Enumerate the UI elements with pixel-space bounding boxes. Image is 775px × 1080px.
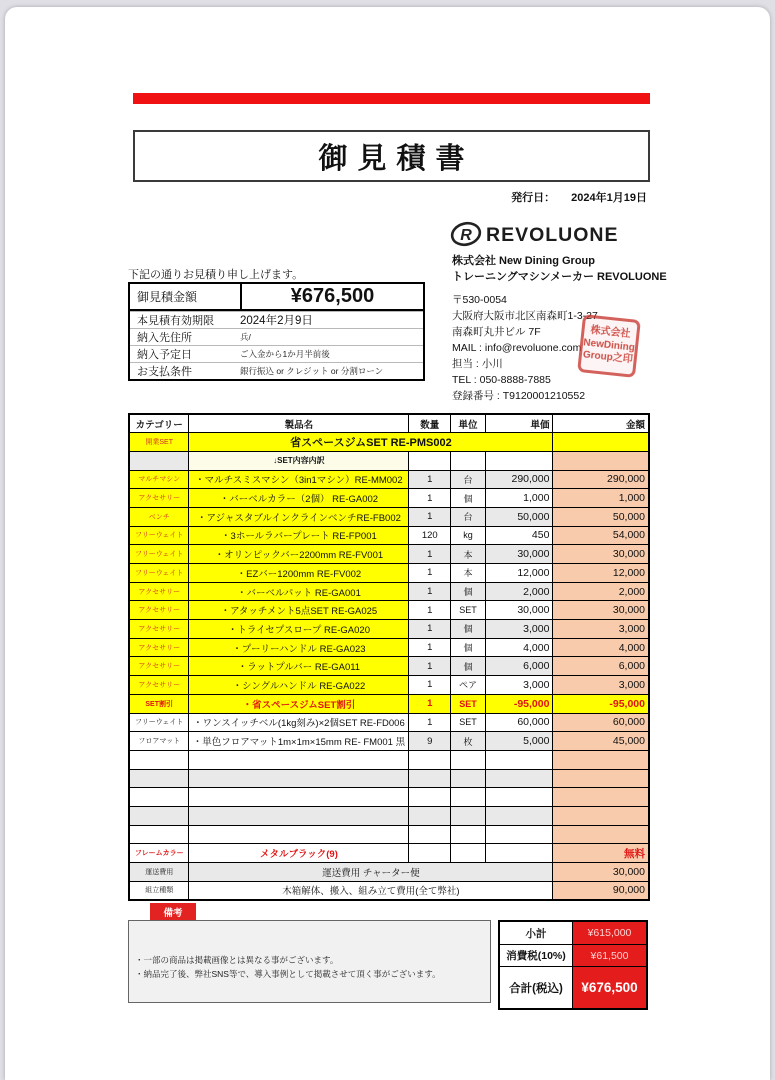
totals-table	[498, 920, 648, 1010]
item-category-cell: マルチマシン	[129, 470, 189, 489]
empty-cell	[189, 825, 409, 844]
item-name-cell: ・3ホールラバープレート RE-FP001	[189, 526, 409, 545]
item-unit-cell: 台	[451, 470, 486, 489]
item-amount-cell: 45,000	[553, 732, 649, 751]
item-unit-price-cell: 60,000	[485, 713, 553, 732]
item-amount-cell: 4,000	[553, 638, 649, 657]
item-name-cell: ・マルチスミスマシン（3in1マシン）RE-MM002	[189, 470, 409, 489]
breakdown-row	[129, 451, 649, 470]
issue-date-line	[511, 189, 647, 205]
item-unit-price-cell: 290,000	[485, 470, 553, 489]
empty-row	[129, 788, 649, 807]
item-qty-cell: 1	[409, 657, 451, 676]
top-red-bar	[133, 93, 650, 104]
item-unit-cell: ペア	[451, 676, 486, 695]
empty-cell	[451, 788, 486, 807]
empty-cell	[451, 769, 486, 788]
revoluone-logo	[450, 219, 648, 254]
greeting-text: 下記の通りお見積り申し上げます。	[128, 269, 304, 281]
empty-cell	[451, 806, 486, 825]
item-unit-price-cell: 3,000	[485, 620, 553, 639]
summary-row	[130, 284, 423, 311]
item-category-cell: アクセサリー	[129, 657, 189, 676]
item-name-cell: ・ワンスイッチベル(1kg刻み)×2個SET RE-FD006	[189, 713, 409, 732]
notes-box	[128, 920, 491, 1003]
item-name-cell: ・アタッチメント5点SET RE-GA025	[189, 601, 409, 620]
extra-amount-cell: 90,000	[553, 881, 649, 900]
item-unit-price-cell: 5,000	[485, 732, 553, 751]
item-row	[129, 713, 649, 732]
frame-color-empty-cell	[451, 844, 486, 863]
header-product-name: 製品名	[189, 414, 409, 433]
item-name-cell: ・ラットプルバー RE-GA011	[189, 657, 409, 676]
empty-cell	[485, 825, 553, 844]
item-category-cell: ベンチ	[129, 507, 189, 526]
item-unit-price-cell: 4,000	[485, 638, 553, 657]
breakdown-amount-cell	[553, 451, 649, 470]
totals-value: ¥615,000	[572, 922, 646, 944]
item-category-cell: SET割引	[129, 694, 189, 713]
empty-cell	[485, 788, 553, 807]
item-name-cell: ・EZバー1200mm RE-FV002	[189, 564, 409, 583]
item-unit-price-cell: 3,000	[485, 676, 553, 695]
item-unit-price-cell: 30,000	[485, 601, 553, 620]
item-unit-cell: 個	[451, 489, 486, 508]
item-unit-cell: 台	[451, 507, 486, 526]
header-unit: 単位	[451, 414, 486, 433]
frame-color-empty-cell	[409, 844, 451, 863]
breakdown-qty-cell	[409, 451, 451, 470]
item-unit-cell: SET	[451, 694, 486, 713]
logo-wordmark: REVOLUONE	[486, 224, 619, 246]
item-unit-price-cell: 450	[485, 526, 553, 545]
item-unit-cell: 個	[451, 657, 486, 676]
supplier-mail: MAIL : info@revoluone.com	[452, 342, 582, 354]
stamp-line: NewDining	[582, 337, 636, 354]
empty-cell	[129, 825, 189, 844]
item-qty-cell: 1	[409, 620, 451, 639]
frame-color-amount-cell: 無料	[553, 844, 649, 863]
item-row	[129, 489, 649, 508]
item-row	[129, 582, 649, 601]
empty-cell	[129, 769, 189, 788]
item-name-cell: ・シングルハンドル RE-GA022	[189, 676, 409, 695]
item-row	[129, 601, 649, 620]
empty-cell	[409, 750, 451, 769]
item-name-cell: ・プーリーハンドル RE-GA023	[189, 638, 409, 657]
item-amount-cell: -95,000	[553, 694, 649, 713]
item-unit-price-cell: 30,000	[485, 545, 553, 564]
item-category-cell: フリーウェイト	[129, 545, 189, 564]
breakdown-unit-cell	[451, 451, 486, 470]
summary-value: 兵/	[240, 332, 251, 342]
items-header-row	[129, 414, 649, 433]
item-row	[129, 507, 649, 526]
note-line: ・納品完了後、弊社SNS等で、導入事例として掲載させて頂く事がございます。	[135, 968, 441, 979]
supplier-address1: 大阪府大阪市北区南森町1-3-27	[452, 310, 598, 322]
stamp-line: Group之印	[582, 349, 634, 366]
empty-row	[129, 806, 649, 825]
item-unit-price-cell: 50,000	[485, 507, 553, 526]
empty-amount-cell	[553, 825, 649, 844]
item-row	[129, 732, 649, 751]
item-row	[129, 694, 649, 713]
item-category-cell: フリーウェイト	[129, 713, 189, 732]
item-amount-cell: 1,000	[553, 489, 649, 508]
grand-total-row	[500, 966, 646, 1008]
header-unit-price: 単価	[485, 414, 553, 433]
item-row	[129, 470, 649, 489]
empty-cell	[409, 788, 451, 807]
item-unit-price-cell: 1,000	[485, 489, 553, 508]
supplier-company: 株式会社 New Dining Group	[452, 255, 595, 267]
item-qty-cell: 1	[409, 713, 451, 732]
shipping-row	[129, 863, 649, 882]
item-unit-cell: 個	[451, 620, 486, 639]
header-amount: 金額	[553, 414, 649, 433]
item-category-cell: アクセサリー	[129, 620, 189, 639]
summary-label: 本見積有効期限	[137, 315, 214, 327]
totals-label: 消費税(10%)	[500, 945, 572, 966]
summary-row	[130, 362, 423, 379]
item-unit-cell: kg	[451, 526, 486, 545]
empty-cell	[485, 750, 553, 769]
item-unit-price-cell: -95,000	[485, 694, 553, 713]
issue-date-value: 2024年1月19日	[571, 192, 647, 204]
item-unit-price-cell: 2,000	[485, 582, 553, 601]
page-title: 御見積書	[318, 142, 475, 175]
empty-cell	[189, 769, 409, 788]
item-qty-cell: 1	[409, 694, 451, 713]
summary-label: 納入先住所	[137, 332, 192, 344]
totals-label: 小計	[500, 922, 572, 944]
item-unit-cell: 個	[451, 582, 486, 601]
item-category-cell: アクセサリー	[129, 601, 189, 620]
summary-value: ご入金から1か月半前後	[240, 349, 330, 359]
item-unit-cell: 本	[451, 564, 486, 583]
breakdown-price-cell	[485, 451, 553, 470]
item-qty-cell: 1	[409, 489, 451, 508]
item-amount-cell: 2,000	[553, 582, 649, 601]
item-qty-cell: 1	[409, 638, 451, 657]
logo-graphic	[450, 219, 648, 249]
totals-row	[500, 944, 646, 966]
summary-row	[130, 328, 423, 345]
summary-row	[130, 311, 423, 328]
item-name-cell: ・バーベルカラー（2個） RE-GA002	[189, 489, 409, 508]
set-name-cell: 省スペースジムSET RE-PMS002	[189, 433, 553, 452]
item-row	[129, 564, 649, 583]
item-qty-cell: 9	[409, 732, 451, 751]
item-qty-cell: 120	[409, 526, 451, 545]
item-name-cell: ・バーベルパット RE-GA001	[189, 582, 409, 601]
breakdown-category-cell	[129, 451, 189, 470]
note-line: ・一部の商品は掲載画像とは異なる事がございます。	[135, 955, 339, 965]
frame-color-row	[129, 844, 649, 863]
empty-row	[129, 769, 649, 788]
item-row	[129, 638, 649, 657]
empty-amount-cell	[553, 750, 649, 769]
item-amount-cell: 290,000	[553, 470, 649, 489]
empty-cell	[409, 806, 451, 825]
item-category-cell: アクセサリー	[129, 489, 189, 508]
empty-cell	[129, 750, 189, 769]
item-amount-cell: 50,000	[553, 507, 649, 526]
item-qty-cell: 1	[409, 582, 451, 601]
extra-description-cell: 木箱解体、搬入、組み立て費用(全て弊社)	[189, 881, 553, 900]
item-unit-cell: 本	[451, 545, 486, 564]
item-name-cell: ・省スペースジムSET割引	[189, 694, 409, 713]
header-category: カテゴリー	[129, 414, 189, 433]
empty-cell	[129, 806, 189, 825]
totals-row	[500, 922, 646, 944]
empty-cell	[485, 806, 553, 825]
assembly-row	[129, 881, 649, 900]
item-name-cell: ・アジャスタブルインクラインベンチRE-FB002	[189, 507, 409, 526]
summary-value: ¥676,500	[240, 284, 423, 309]
supplier-postal: 〒530-0054	[452, 294, 507, 306]
item-unit-price-cell: 6,000	[485, 657, 553, 676]
item-qty-cell: 1	[409, 470, 451, 489]
extra-amount-cell: 30,000	[553, 863, 649, 882]
set-category-cell: 開業SET	[129, 433, 189, 452]
item-category-cell: アクセサリー	[129, 676, 189, 695]
item-qty-cell: 1	[409, 601, 451, 620]
empty-cell	[485, 769, 553, 788]
item-amount-cell: 3,000	[553, 620, 649, 639]
empty-cell	[409, 769, 451, 788]
totals-label: 合計(税込)	[500, 967, 572, 1008]
item-amount-cell: 60,000	[553, 713, 649, 732]
item-amount-cell: 12,000	[553, 564, 649, 583]
item-qty-cell: 1	[409, 507, 451, 526]
logo-mark-letter: R	[460, 227, 472, 244]
empty-cell	[189, 806, 409, 825]
extra-description-cell: 運送費用 チャーター便	[189, 863, 553, 882]
extra-category-cell: 運送費用	[129, 863, 189, 882]
item-category-cell: フロアマット	[129, 732, 189, 751]
item-row	[129, 526, 649, 545]
item-unit-cell: 枚	[451, 732, 486, 751]
item-qty-cell: 1	[409, 564, 451, 583]
summary-value: 銀行振込 or クレジット or 分割ローン	[240, 366, 384, 376]
supplier-address2: 南森町丸井ビル 7F	[452, 326, 541, 338]
summary-label: お支払条件	[137, 366, 192, 378]
empty-cell	[189, 788, 409, 807]
item-name-cell: ・トライセプスロープ RE-GA020	[189, 620, 409, 639]
empty-cell	[129, 788, 189, 807]
item-category-cell: フリーウェイト	[129, 564, 189, 583]
item-amount-cell: 54,000	[553, 526, 649, 545]
item-row	[129, 657, 649, 676]
supplier-contact: 担当 : 小川	[452, 358, 503, 370]
item-qty-cell: 1	[409, 676, 451, 695]
item-amount-cell: 6,000	[553, 657, 649, 676]
item-name-cell: ・オリンピックバー2200mm RE-FV001	[189, 545, 409, 564]
summary-label: 納入予定日	[137, 349, 192, 361]
item-amount-cell: 30,000	[553, 601, 649, 620]
breakdown-label-cell: ↓SET内容内訳	[189, 451, 409, 470]
header-qty: 数量	[409, 414, 451, 433]
totals-value: ¥676,500	[572, 967, 646, 1008]
empty-amount-cell	[553, 788, 649, 807]
empty-cell	[189, 750, 409, 769]
item-amount-cell: 3,000	[553, 676, 649, 695]
item-unit-cell: SET	[451, 713, 486, 732]
empty-row	[129, 825, 649, 844]
item-category-cell: フリーウェイト	[129, 526, 189, 545]
item-unit-cell: SET	[451, 601, 486, 620]
summary-row	[130, 345, 423, 362]
quote-summary-table	[128, 282, 425, 381]
extra-category-cell: 組立種類	[129, 881, 189, 900]
set-title-row	[129, 433, 649, 452]
empty-row	[129, 750, 649, 769]
item-row	[129, 676, 649, 695]
document-title-box	[133, 130, 650, 182]
supplier-reg-no: 登録番号 : T9120001210552	[452, 390, 586, 402]
items-table	[128, 413, 650, 901]
totals-value: ¥61,500	[572, 945, 646, 966]
empty-cell	[409, 825, 451, 844]
supplier-subtitle: トレーニングマシンメーカー REVOLUONE	[452, 271, 667, 283]
item-amount-cell: 30,000	[553, 545, 649, 564]
summary-value: 2024年2月9日	[240, 315, 313, 327]
frame-color-value-cell: メタルブラック(9)	[189, 844, 409, 863]
item-unit-cell: 個	[451, 638, 486, 657]
item-category-cell: アクセサリー	[129, 582, 189, 601]
empty-cell	[451, 825, 486, 844]
frame-color-empty-cell	[485, 844, 553, 863]
issue-date-label: 発行日：	[511, 192, 556, 204]
stamp-line: 株式会社	[589, 325, 631, 341]
item-qty-cell: 1	[409, 545, 451, 564]
company-seal-stamp	[577, 314, 641, 378]
supplier-tel: TEL : 050-8888-7885	[452, 374, 551, 386]
summary-label: 御見積金額	[137, 290, 198, 304]
item-category-cell: アクセサリー	[129, 638, 189, 657]
empty-amount-cell	[553, 806, 649, 825]
item-name-cell: ・単色フロアマット1m×1m×15mm RE- FM001 黒	[189, 732, 409, 751]
empty-amount-cell	[553, 769, 649, 788]
notes-label-badge: 備考	[150, 903, 196, 920]
item-unit-price-cell: 12,000	[485, 564, 553, 583]
item-row	[129, 545, 649, 564]
set-amount-cell	[553, 433, 649, 452]
item-row	[129, 620, 649, 639]
frame-color-category-cell: フレームカラー	[129, 844, 189, 863]
empty-cell	[451, 750, 486, 769]
